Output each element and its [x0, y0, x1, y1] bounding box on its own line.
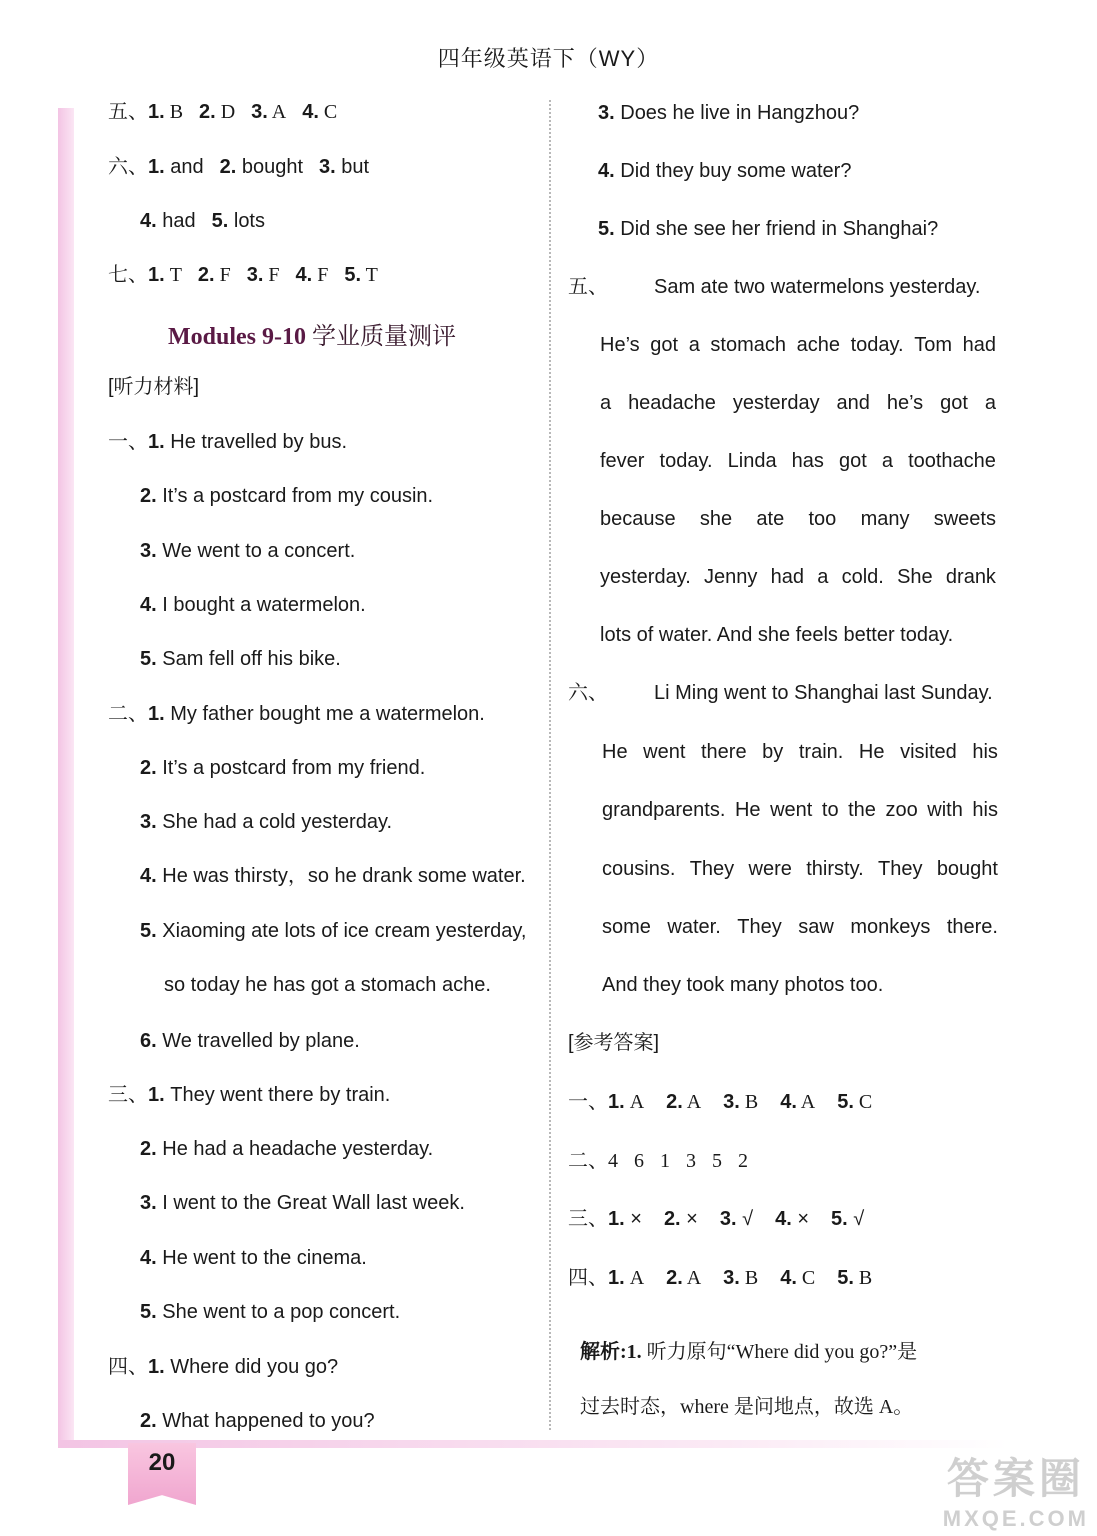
passage-6-first-line: [568, 679, 993, 707]
passage-word: a: [984, 392, 996, 414]
item-text: I bought a watermelon.: [156, 594, 366, 616]
passage-text: And they took many photos too.: [602, 974, 884, 996]
item-number: 2.: [140, 485, 157, 507]
passage-word: ate: [756, 508, 785, 530]
item-number: 4.: [780, 1091, 797, 1113]
passage-word: with: [927, 799, 963, 821]
answer-item: [780, 1091, 815, 1113]
item-text: We travelled by plane.: [156, 1030, 360, 1052]
answer-row-2: [568, 1147, 750, 1175]
passage-word: he’s: [886, 392, 924, 414]
passage-5-line: [600, 447, 996, 475]
passage-word: got: [940, 392, 968, 414]
passage-5-line: [600, 389, 996, 417]
passage-word: fever: [600, 450, 645, 472]
item-answer: lots: [228, 210, 265, 232]
answer-item: [780, 1267, 815, 1289]
listening-label-text: [听力材料]: [108, 376, 200, 398]
section-title-cjk: 学业质量测评: [306, 324, 456, 350]
item-answer: √: [847, 1208, 865, 1230]
item-answer: bought: [236, 156, 304, 178]
item-text: He went to the cinema.: [156, 1247, 367, 1269]
listening-line: [140, 645, 341, 673]
item-answer: A: [624, 1091, 645, 1113]
item-number: 5.: [140, 920, 157, 942]
listening-line: [140, 754, 425, 782]
passage-word: the: [848, 799, 876, 821]
bottom-border-decoration: [58, 1440, 1008, 1448]
item-text: He was thirsty，so he drank some water.: [156, 865, 526, 887]
answers-label: [568, 1029, 659, 1057]
passage-6-line: [602, 913, 998, 941]
passage-word: because: [600, 508, 676, 530]
passage-word: a: [881, 450, 893, 472]
item-number: 1.: [608, 1091, 625, 1113]
answer-item: [319, 156, 369, 178]
passage-5-first-line: [568, 273, 980, 301]
answer-item: [831, 1208, 864, 1230]
passage-word: She: [897, 566, 933, 588]
item-number: 5.: [140, 1301, 157, 1323]
answer-row-4: [568, 1264, 872, 1292]
item-number: 2.: [197, 264, 215, 286]
answer-item: [296, 264, 329, 286]
answer-item: [199, 101, 235, 123]
continuation-text: so today he has got a stomach ache.: [164, 974, 491, 996]
item-text: He had a headache yesterday.: [156, 1138, 434, 1160]
answer-item: [148, 101, 183, 123]
item-text: We went to a concert.: [156, 540, 356, 562]
passage-word: bought: [936, 858, 998, 880]
listening-line: [140, 1298, 400, 1326]
analysis-line-1: [580, 1338, 917, 1366]
passage-word: They: [737, 916, 782, 938]
answer-item: [140, 210, 196, 232]
item-text: Where did you go?: [164, 1356, 339, 1378]
passage-text: lots of water. And she feels better today.: [600, 624, 954, 646]
item-number: 2.: [140, 1138, 157, 1160]
passage-word: They: [878, 858, 923, 880]
item-number: 4.: [140, 210, 157, 232]
item-number: 3.: [719, 1208, 737, 1230]
answer-item: [837, 1091, 872, 1113]
item-number: 3.: [598, 102, 615, 124]
left-border-decoration: [58, 108, 74, 1443]
watermark-title: 答案圈: [946, 1455, 1085, 1502]
passage-word: grandparents.: [602, 799, 726, 821]
passage-word: today.: [850, 334, 904, 356]
passage-word: train.: [798, 741, 844, 763]
passage-word: got: [650, 334, 679, 356]
passage-6-line: [602, 971, 998, 999]
row-label: 四、: [108, 1356, 148, 1378]
passage-6-line: [602, 738, 998, 766]
item-text: Xiaoming ate lots of ice cream yesterday,: [156, 920, 527, 942]
item-number: 2.: [219, 156, 237, 178]
item-answer: √: [736, 1208, 754, 1230]
listening-line: [140, 591, 366, 619]
answer-item: [251, 101, 286, 123]
item-number: 3.: [251, 101, 268, 123]
row-label: 一、: [108, 431, 148, 453]
item-answer: A: [267, 101, 287, 123]
passage-word: He’s: [600, 334, 640, 356]
answer-item: [608, 1208, 642, 1230]
passage-word: stomach: [710, 334, 787, 356]
item-number: 4.: [775, 1208, 792, 1230]
passage-word: got: [838, 450, 867, 472]
answer-item: [666, 1091, 701, 1113]
passage-word: she: [699, 508, 733, 530]
item-answer: B: [739, 1267, 759, 1289]
passage-5-line: [600, 331, 996, 359]
item-answer: A: [682, 1267, 702, 1289]
passage-text: Sam ate two watermelons yesterday.: [654, 276, 981, 298]
item-text: Sam fell off his bike.: [156, 648, 341, 670]
listening-line: [108, 1353, 338, 1381]
item-answer: ×: [680, 1208, 698, 1230]
item-text: My father bought me a watermelon.: [164, 703, 485, 725]
listening-line: [140, 1244, 367, 1272]
item-number: 3.: [723, 1267, 740, 1289]
row-label: 六、: [568, 682, 608, 704]
passage-word: sweets: [933, 508, 996, 530]
passage-word: yesterday.: [600, 566, 691, 588]
passage-word: has: [791, 450, 824, 472]
item-number: 1.: [148, 1084, 165, 1106]
passage-word: visited: [900, 741, 957, 763]
passage-word: drank: [945, 566, 996, 588]
analysis-text: 听力原句“Where did you go?”是: [641, 1341, 918, 1363]
item-text: Did she see her friend in Shanghai?: [614, 218, 939, 240]
passage-text: Li Ming went to Shanghai last Sunday.: [654, 682, 993, 704]
answer-item: [220, 156, 303, 178]
passage-word: Linda: [727, 450, 777, 472]
passage-word: water.: [667, 916, 721, 938]
section-title: [168, 316, 456, 351]
answer-row-6b: [140, 207, 265, 235]
listening-line: [140, 1135, 433, 1163]
passage-5-line: [600, 505, 996, 533]
item-number: 4.: [598, 160, 615, 182]
item-answer: B: [164, 101, 184, 123]
answer-item: [212, 210, 265, 232]
analysis-text: 过去时态，where 是问地点，故选 A。: [580, 1396, 914, 1418]
item-number: 4.: [295, 264, 313, 286]
item-answer: T: [361, 264, 378, 286]
passage-word: Tom: [914, 334, 953, 356]
answer-item: [608, 1267, 644, 1289]
answer-item: [666, 1267, 701, 1289]
listening-line: [598, 157, 851, 185]
item-number: 5.: [837, 1267, 854, 1289]
passage-word: He: [858, 741, 885, 763]
item-number: 3.: [246, 264, 264, 286]
item-number: 4.: [140, 594, 157, 616]
passage-word: a: [817, 566, 829, 588]
column-divider: [549, 100, 551, 1430]
passage-word: zoo: [885, 799, 918, 821]
answers-label-text: [参考答案]: [568, 1032, 660, 1054]
passage-word: toothache: [908, 450, 996, 472]
listening-line: [140, 482, 433, 510]
answer-row-7: [108, 261, 378, 289]
answer-item: [344, 264, 378, 286]
item-answer: A: [682, 1091, 702, 1113]
row-label: 四、: [568, 1267, 608, 1289]
item-number: 5.: [140, 648, 157, 670]
answer-item: [720, 1208, 753, 1230]
row-label: 五、: [568, 276, 608, 298]
item-number: 4.: [140, 865, 157, 887]
passage-word: cold.: [841, 566, 884, 588]
item-number: 1.: [148, 264, 165, 286]
item-number: 2.: [663, 1208, 681, 1230]
item-number: 3.: [140, 1192, 157, 1214]
item-number: 1.: [608, 1267, 625, 1289]
page-number: 20: [148, 1449, 176, 1476]
passage-5-line: [600, 621, 996, 649]
item-number: 2.: [666, 1267, 683, 1289]
order-answer: 4 6 1 3 5 2: [608, 1150, 750, 1172]
item-number: 1.: [608, 1208, 625, 1230]
passage-5-line: [600, 563, 996, 591]
page-header: 四年级英语下（WY）: [437, 46, 660, 71]
listening-line: [140, 917, 526, 945]
item-text: What happened to you?: [156, 1410, 375, 1432]
item-number: 2.: [140, 1410, 157, 1432]
row-label: 一、: [568, 1091, 608, 1113]
item-number: 4.: [302, 101, 319, 123]
item-text: I went to the Great Wall last week.: [156, 1192, 465, 1214]
item-answer: T: [164, 264, 182, 286]
item-number: 5.: [211, 210, 229, 232]
item-answer: F: [214, 264, 231, 286]
watermark: [943, 1446, 1089, 1532]
answer-row-5: [108, 98, 337, 126]
passage-word: yesterday: [732, 392, 820, 414]
item-number: 4.: [780, 1267, 797, 1289]
answer-item: [247, 264, 280, 286]
item-answer: F: [312, 264, 329, 286]
passage-word: and: [836, 392, 870, 414]
passage-word: had: [962, 334, 996, 356]
passage-word: monkeys: [850, 916, 931, 938]
row-label: 五、: [108, 101, 148, 123]
item-number: 5.: [831, 1208, 848, 1230]
item-answer: D: [215, 101, 236, 123]
item-number: 1.: [148, 703, 165, 725]
answer-item: [775, 1208, 809, 1230]
passage-word: He: [602, 741, 628, 763]
item-number: 3.: [140, 811, 157, 833]
item-answer: ×: [791, 1208, 810, 1230]
item-number: 2.: [199, 101, 216, 123]
row-label: 三、: [568, 1208, 608, 1230]
item-answer: B: [739, 1091, 759, 1113]
listening-label: [108, 373, 199, 401]
passage-word: by: [762, 741, 784, 763]
item-answer: C: [796, 1267, 816, 1289]
item-number: 4.: [140, 1247, 157, 1269]
row-label: 二、: [108, 703, 148, 725]
item-number: 2.: [666, 1091, 683, 1113]
section-title-latin: Modules 9-10: [168, 324, 306, 350]
item-text: She went to a pop concert.: [156, 1301, 401, 1323]
passage-word: to: [821, 799, 839, 821]
analysis-line-2: [580, 1393, 913, 1421]
answer-item: [198, 264, 231, 286]
listening-line: [140, 1189, 465, 1217]
passage-word: many: [860, 508, 910, 530]
listening-line: [140, 808, 392, 836]
listening-line-continuation: [164, 971, 491, 999]
item-number: 1.: [148, 431, 165, 453]
answer-item: [302, 101, 337, 123]
item-number: 5.: [598, 218, 615, 240]
passage-word: He: [734, 799, 761, 821]
item-number: 3.: [319, 156, 336, 178]
answer-item: [723, 1267, 758, 1289]
listening-line: [108, 428, 347, 456]
answer-row-1: [568, 1088, 872, 1116]
listening-line: [598, 99, 859, 127]
passage-word: thirsty.: [806, 858, 864, 880]
passage-word: went: [643, 741, 686, 763]
listening-line: [598, 215, 938, 243]
answer-item: [664, 1208, 698, 1230]
listening-line: [140, 1027, 360, 1055]
answer-item: [148, 156, 204, 178]
item-number: 2.: [140, 757, 157, 779]
item-answer: and: [164, 156, 204, 178]
item-text: They went there by train.: [164, 1084, 391, 1106]
passage-word: his: [972, 799, 998, 821]
item-text: He travelled by bus.: [164, 431, 348, 453]
answer-item: [608, 1091, 644, 1113]
item-number: 1.: [148, 156, 165, 178]
listening-line: [108, 700, 485, 728]
passage-6-line: [602, 855, 998, 883]
row-label: 七、: [108, 264, 148, 286]
passage-word: his: [972, 741, 998, 763]
item-text: She had a cold yesterday.: [156, 811, 393, 833]
item-answer: B: [853, 1267, 873, 1289]
passage-word: cousins.: [602, 858, 676, 880]
passage-word: Jenny: [704, 566, 758, 588]
listening-line: [140, 537, 355, 565]
item-number: 6.: [140, 1030, 157, 1052]
listening-line: [108, 1081, 390, 1109]
item-answer: A: [624, 1267, 645, 1289]
item-number: 1.: [148, 101, 165, 123]
passage-word: saw: [798, 916, 834, 938]
passage-word: ache: [796, 334, 840, 356]
item-answer: F: [263, 264, 280, 286]
item-answer: A: [796, 1091, 816, 1113]
item-number: 3.: [140, 540, 157, 562]
passage-word: today.: [659, 450, 713, 472]
answer-item: [148, 264, 182, 286]
answer-row-3: [568, 1205, 864, 1233]
answer-item: [723, 1091, 758, 1113]
passage-word: a: [600, 392, 612, 414]
listening-line: [140, 1407, 375, 1435]
item-text: Does he live in Hangzhou?: [614, 102, 860, 124]
row-label: 三、: [108, 1084, 148, 1106]
passage-6-line: [602, 796, 998, 824]
listening-line: [140, 862, 526, 890]
passage-word: too: [808, 508, 837, 530]
item-answer: but: [335, 156, 370, 178]
analysis-label: 解析:: [580, 1341, 627, 1363]
item-number: 3.: [723, 1091, 740, 1113]
answer-item: [837, 1267, 872, 1289]
passage-word: had: [770, 566, 804, 588]
row-label: 六、: [108, 156, 148, 178]
answer-row-6a: [108, 153, 369, 181]
row-label: 二、: [568, 1150, 608, 1172]
passage-word: there: [700, 741, 747, 763]
passage-word: there.: [946, 916, 998, 938]
passage-word: They: [689, 858, 735, 880]
item-text: It’s a postcard from my friend.: [156, 757, 426, 779]
item-answer: C: [318, 101, 338, 123]
item-number: 5.: [344, 264, 362, 286]
passage-word: a: [688, 334, 700, 356]
item-answer: ×: [624, 1208, 642, 1230]
item-text: Did they buy some water?: [614, 160, 852, 182]
item-text: It’s a postcard from my cousin.: [156, 485, 434, 507]
watermark-url: MXQE.COM: [942, 1506, 1089, 1531]
item-answer: had: [156, 210, 196, 232]
passage-word: were: [748, 858, 792, 880]
item-number: 1.: [148, 1356, 165, 1378]
analysis-number: 1.: [626, 1341, 642, 1363]
item-number: 5.: [837, 1091, 854, 1113]
item-answer: C: [853, 1091, 873, 1113]
passage-word: went: [770, 799, 813, 821]
passage-word: some: [602, 916, 651, 938]
passage-word: headache: [628, 392, 716, 414]
